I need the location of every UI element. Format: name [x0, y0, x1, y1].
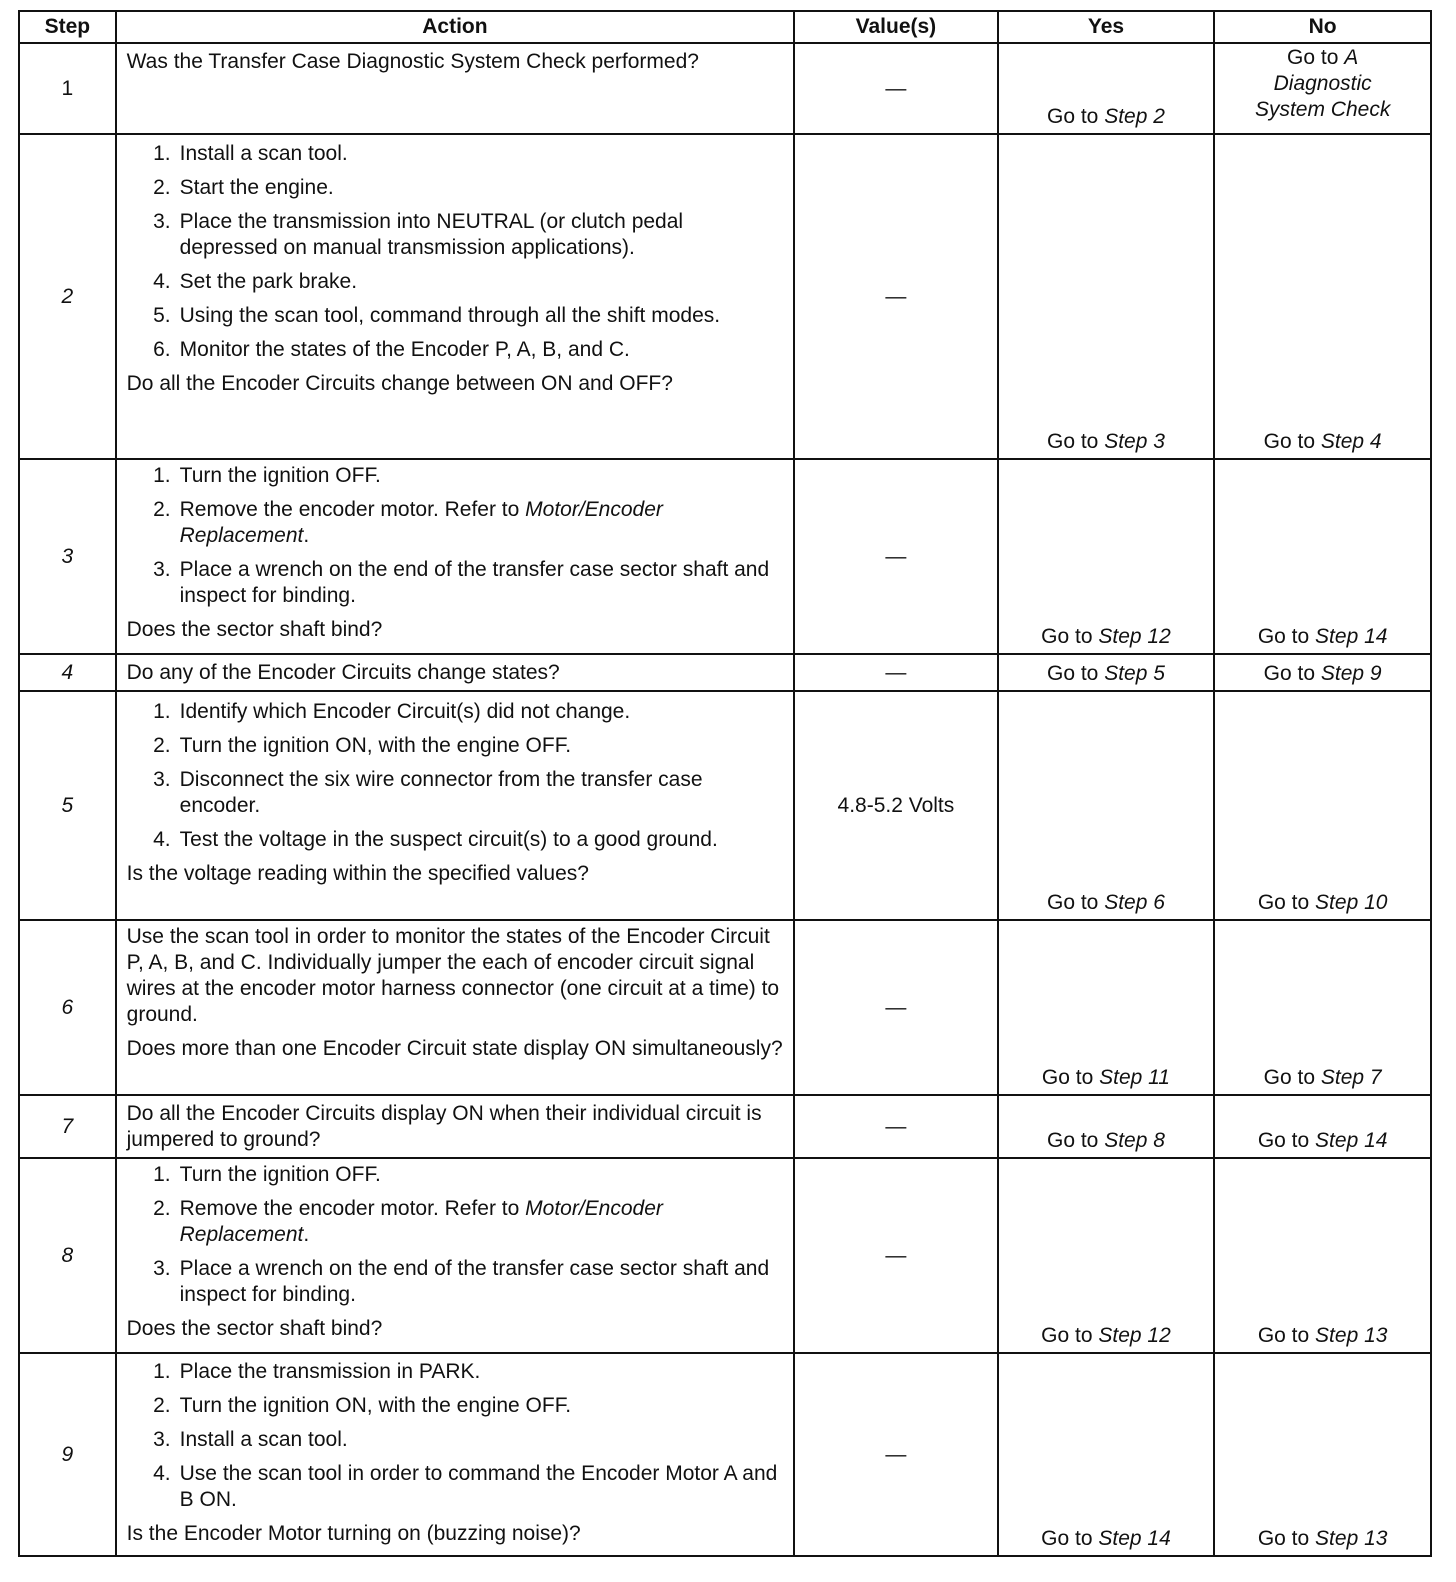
no-cell: Go to Step 14: [1214, 1095, 1431, 1158]
action-cell: [116, 1353, 795, 1556]
step-number: 8: [19, 1158, 116, 1353]
list-item: 1. Identify which Encoder Circuit(s) did not change.: [153, 700, 631, 723]
action-cell: [116, 134, 795, 459]
table-row: [19, 1158, 1431, 1353]
no-cell: Go to Step 14: [1214, 459, 1431, 654]
question-text: Do all the Encoder Circuits display ON when their individual circuit is jumpered to ground?: [126, 1102, 762, 1151]
list-item: 3. Disconnect the six wire connector from the transfer case encoder.: [153, 768, 703, 817]
step-number: 1: [19, 43, 116, 134]
action-list: [127, 1359, 784, 1513]
action-cell: [116, 920, 795, 1095]
yes-cell: Go to Step 12: [998, 1158, 1215, 1353]
question-text: Do any of the Encoder Circuits change states?: [126, 661, 560, 684]
table-row: [19, 920, 1431, 1095]
list-item: 4. Set the park brake.: [153, 270, 358, 293]
step-number: 4: [19, 654, 116, 691]
list-item: 1. Turn the ignition OFF.: [153, 464, 381, 487]
step-number: 9: [19, 1353, 116, 1556]
goto-step-link[interactable]: Step 9: [1320, 662, 1382, 685]
header-row: [19, 11, 1431, 43]
question-text: Is the Encoder Motor turning on (buzzing noise)?: [126, 1522, 581, 1545]
goto-system-check-link[interactable]: Go to A Diagnostic System Check: [1254, 46, 1391, 121]
table-row: [19, 43, 1431, 134]
list-item: 2. Turn the ignition ON, with the engine OFF.: [153, 1394, 572, 1417]
goto-step-link[interactable]: Step 12: [1098, 625, 1171, 648]
action-list: [127, 699, 784, 853]
no-cell: Go to Step 7: [1214, 920, 1431, 1095]
question-text: Does the sector shaft bind?: [126, 1317, 383, 1340]
list-item: 6. Monitor the states of the Encoder P, A, B, and C.: [153, 338, 630, 361]
list-item: 2. Remove the encoder motor. Refer to Motor/Encoder Replacement.: [153, 498, 663, 547]
action-cell: [116, 654, 795, 691]
action-list: [127, 1162, 784, 1308]
action-cell: [116, 43, 795, 134]
value-cell: —: [794, 43, 997, 134]
no-cell: Go to Step 10: [1214, 691, 1431, 920]
table-row: [19, 1095, 1431, 1158]
list-item: 2. Turn the ignition ON, with the engine OFF.: [153, 734, 572, 757]
list-item: 1. Turn the ignition OFF.: [153, 1163, 381, 1186]
list-item: 3. Place the transmission into NEUTRAL (or clutch pedal depressed on manual transmission applications).: [153, 210, 684, 259]
value-cell: —: [794, 1353, 997, 1556]
goto-step-link[interactable]: Step 7: [1320, 1066, 1382, 1089]
header-yes: Yes: [998, 11, 1215, 43]
reference-link[interactable]: Motor/Encoder Replacement: [179, 498, 663, 547]
goto-step-link[interactable]: Step 13: [1315, 1527, 1388, 1550]
list-item: 3. Install a scan tool.: [153, 1428, 348, 1451]
value-cell: —: [794, 920, 997, 1095]
question-text: Is the voltage reading within the specified values?: [126, 862, 589, 885]
action-cell: [116, 459, 795, 654]
no-cell: Go to Step 13: [1214, 1353, 1431, 1556]
yes-cell: Go to Step 6: [998, 691, 1215, 920]
goto-step-link[interactable]: Step 10: [1315, 891, 1388, 914]
list-item: 3. Place a wrench on the end of the transfer case sector shaft and inspect for binding.: [153, 558, 770, 607]
header-value: Value(s): [794, 11, 997, 43]
reference-link[interactable]: Motor/Encoder Replacement: [179, 1197, 663, 1246]
list-item: 4. Test the voltage in the suspect circuit(s) to a good ground.: [153, 828, 718, 851]
value-cell: —: [794, 1095, 997, 1158]
table-row: [19, 654, 1431, 691]
step-number: 7: [19, 1095, 116, 1158]
value-cell: 4.8-5.2 Volts: [794, 691, 997, 920]
yes-cell: Go to Step 12: [998, 459, 1215, 654]
value-cell: —: [794, 134, 997, 459]
table-row: [19, 459, 1431, 654]
list-item: 3. Place a wrench on the end of the transfer case sector shaft and inspect for binding.: [153, 1257, 770, 1306]
yes-cell: Go to Step 8: [998, 1095, 1215, 1158]
goto-step-link[interactable]: Step 11: [1099, 1066, 1170, 1089]
goto-step-link[interactable]: Step 4: [1320, 430, 1382, 453]
table-row: [19, 691, 1431, 920]
list-item: 4. Use the scan tool in order to command the Encoder Motor A and B ON.: [153, 1462, 778, 1511]
header-action: Action: [116, 11, 795, 43]
question-text: Was the Transfer Case Diagnostic System Check performed?: [126, 50, 699, 73]
header-no: No: [1214, 11, 1431, 43]
list-item: 2. Start the engine.: [153, 176, 334, 199]
step-number: 6: [19, 920, 116, 1095]
goto-step-link[interactable]: Step 5: [1104, 662, 1165, 685]
value-cell: —: [794, 654, 997, 691]
step-number: 2: [19, 134, 116, 459]
yes-cell: Go to Step 5: [998, 654, 1215, 691]
list-item: 1. Install a scan tool.: [153, 142, 348, 165]
goto-step-link[interactable]: Step 6: [1104, 891, 1165, 914]
action-cell: [116, 1095, 795, 1158]
yes-cell: Go to Step 14: [998, 1353, 1215, 1556]
value-cell: —: [794, 459, 997, 654]
header-step: Step: [19, 11, 116, 43]
instruction-paragraph: Use the scan tool in order to monitor the states of the Encoder Circuit P, A, B, and C. Individually jumper the each of encoder circuit signal wires at the encoder motor harness connector (one circuit at a time) to ground.: [126, 925, 780, 1026]
action-list: [127, 141, 784, 363]
goto-step-link[interactable]: Step 12: [1098, 1324, 1171, 1347]
question-text: Do all the Encoder Circuits change between ON and OFF?: [126, 372, 673, 395]
goto-step-link[interactable]: Step 14: [1315, 1129, 1388, 1152]
no-cell: Go to Step 4: [1214, 134, 1431, 459]
goto-step-link[interactable]: Step 14: [1315, 625, 1388, 648]
diagnostic-table: [18, 10, 1432, 1557]
goto-step-link[interactable]: Step 8: [1104, 1129, 1165, 1152]
no-cell: Go to Step 9: [1214, 654, 1431, 691]
table-row: [19, 134, 1431, 459]
question-text: Does more than one Encoder Circuit state display ON simultaneously?: [126, 1037, 783, 1060]
yes-cell: Go to Step 11: [998, 920, 1215, 1095]
goto-step-link[interactable]: Step 3: [1104, 430, 1165, 453]
no-cell: [1214, 43, 1431, 134]
yes-cell: [998, 43, 1215, 134]
list-item: 5. Using the scan tool, command through all the shift modes.: [153, 304, 721, 327]
action-cell: [116, 1158, 795, 1353]
no-cell: Go to Step 13: [1214, 1158, 1431, 1353]
question-text: Does the sector shaft bind?: [126, 618, 383, 641]
list-item: 2. Remove the encoder motor. Refer to Motor/Encoder Replacement.: [153, 1197, 663, 1246]
value-cell: —: [794, 1158, 997, 1353]
step-number: 5: [19, 691, 116, 920]
yes-cell: Go to Step 3: [998, 134, 1215, 459]
step-number: 3: [19, 459, 116, 654]
action-list: [127, 463, 784, 609]
action-cell: [116, 691, 795, 920]
goto-step-link[interactable]: Step 14: [1098, 1527, 1171, 1550]
list-item: 1. Place the transmission in PARK.: [153, 1360, 481, 1383]
goto-step-link[interactable]: Step 13: [1315, 1324, 1388, 1347]
goto-step-link[interactable]: Step 2: [1104, 105, 1165, 128]
table-row: [19, 1353, 1431, 1556]
goto-label: Go to: [1046, 105, 1099, 128]
